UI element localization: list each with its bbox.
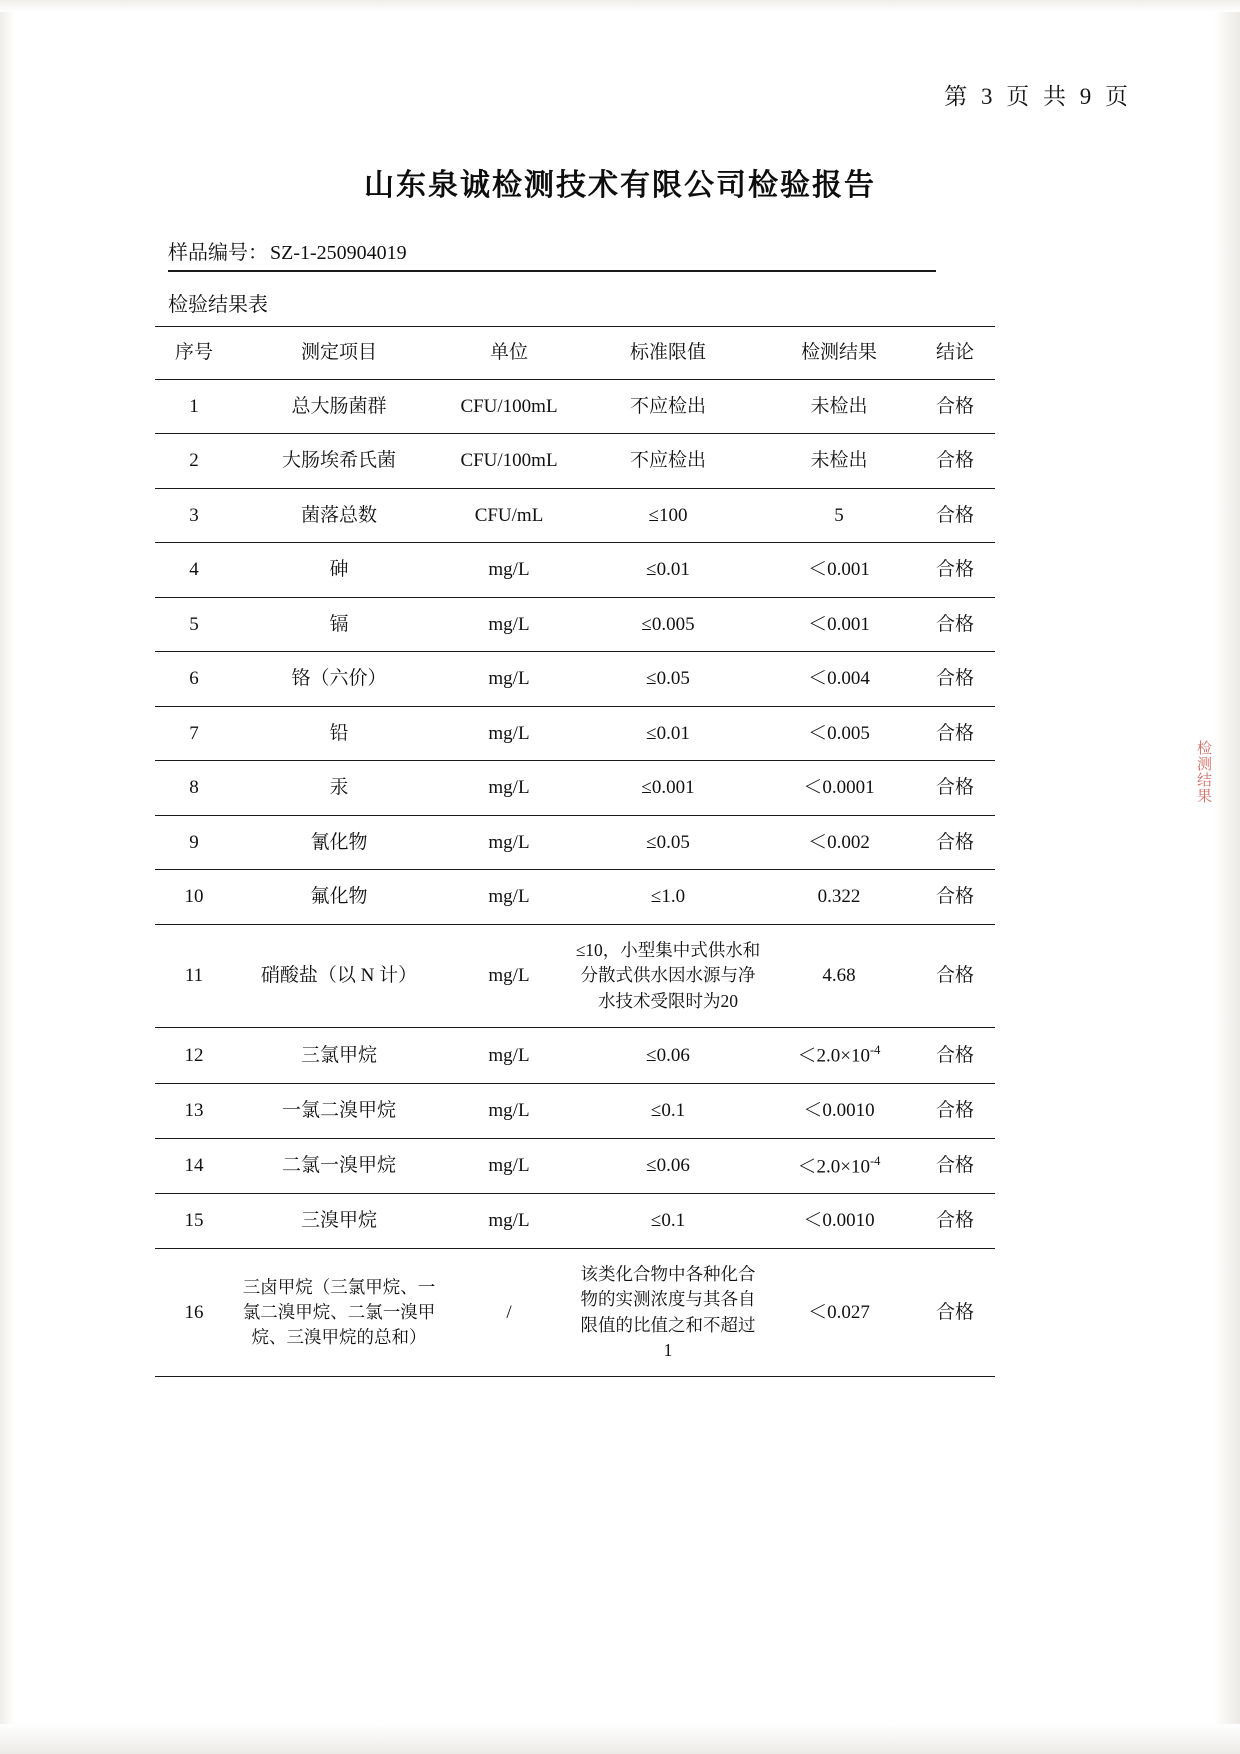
cell-unit: CFU/100mL xyxy=(445,379,573,434)
column-header-conclusion: 结论 xyxy=(915,327,995,380)
cell-limit: ≤0.01 xyxy=(573,543,763,598)
paper-edge-top xyxy=(0,0,1240,12)
cell-limit: ≤0.06 xyxy=(573,1028,763,1084)
cell-conclusion: 合格 xyxy=(915,815,995,870)
cell-result: 4.68 xyxy=(763,925,915,1028)
cell-no: 4 xyxy=(155,543,233,598)
cell-item: 三氯甲烷 xyxy=(233,1028,445,1084)
table-row xyxy=(155,761,995,816)
cell-unit: mg/L xyxy=(445,815,573,870)
cell-no: 9 xyxy=(155,815,233,870)
cell-item: 硝酸盐（以 N 计） xyxy=(233,925,445,1028)
cell-no: 12 xyxy=(155,1028,233,1084)
cell-result: 未检出 xyxy=(763,379,915,434)
cell-unit: mg/L xyxy=(445,1028,573,1084)
paper-edge-right xyxy=(1214,0,1240,1754)
cell-result: ＜0.004 xyxy=(763,652,915,707)
cell-item: 铅 xyxy=(233,706,445,761)
cell-no: 11 xyxy=(155,925,233,1028)
cell-item: 二氯一溴甲烷 xyxy=(233,1138,445,1194)
cell-no: 15 xyxy=(155,1194,233,1249)
table-row xyxy=(155,1084,995,1139)
cell-result: ＜0.0010 xyxy=(763,1084,915,1139)
cell-unit: mg/L xyxy=(445,1194,573,1249)
paper-edge-left xyxy=(0,0,14,1754)
cell-result: 5 xyxy=(763,488,915,543)
cell-item: 氟化物 xyxy=(233,870,445,925)
cell-limit: ≤10，小型集中式供水和分散式供水因水源与净水技术受限时为20 xyxy=(573,925,763,1028)
cell-limit: 不应检出 xyxy=(573,434,763,489)
cell-unit: mg/L xyxy=(445,925,573,1028)
cell-unit: mg/L xyxy=(445,870,573,925)
cell-unit: mg/L xyxy=(445,597,573,652)
cell-result: ＜0.027 xyxy=(763,1248,915,1377)
paper-edge-bottom xyxy=(0,1724,1240,1754)
column-header-result: 检测结果 xyxy=(763,327,915,380)
table-row xyxy=(155,652,995,707)
cell-no: 16 xyxy=(155,1248,233,1377)
cell-item: 氰化物 xyxy=(233,815,445,870)
cell-item: 镉 xyxy=(233,597,445,652)
cell-no: 5 xyxy=(155,597,233,652)
table-row xyxy=(155,379,995,434)
cell-item: 汞 xyxy=(233,761,445,816)
cell-limit: ≤0.05 xyxy=(573,815,763,870)
cell-limit: ≤0.1 xyxy=(573,1084,763,1139)
cell-unit: mg/L xyxy=(445,761,573,816)
cell-result: ＜0.001 xyxy=(763,543,915,598)
cell-item: 大肠埃希氏菌 xyxy=(233,434,445,489)
table-row xyxy=(155,1248,995,1377)
cell-no: 13 xyxy=(155,1084,233,1139)
sample-number-label: 样品编号： xyxy=(168,242,268,264)
cell-conclusion: 合格 xyxy=(915,543,995,598)
cell-result: ＜0.002 xyxy=(763,815,915,870)
cell-limit: ≤0.005 xyxy=(573,597,763,652)
cell-item: 总大肠菌群 xyxy=(233,379,445,434)
section-title: 检验结果表 xyxy=(168,294,268,316)
cell-item: 菌落总数 xyxy=(233,488,445,543)
cell-conclusion: 合格 xyxy=(915,379,995,434)
page-indicator: 第 3 页 共 9 页 xyxy=(944,84,1132,109)
cell-unit: mg/L xyxy=(445,543,573,598)
cell-limit: ≤0.01 xyxy=(573,706,763,761)
table-row xyxy=(155,543,995,598)
results-table xyxy=(155,326,995,1377)
cell-conclusion: 合格 xyxy=(915,1248,995,1377)
cell-conclusion: 合格 xyxy=(915,761,995,816)
cell-conclusion: 合格 xyxy=(915,1138,995,1194)
cell-limit: ≤0.06 xyxy=(573,1138,763,1194)
cell-unit: mg/L xyxy=(445,1084,573,1139)
cell-unit: mg/L xyxy=(445,706,573,761)
cell-conclusion: 合格 xyxy=(915,870,995,925)
cell-limit: ≤1.0 xyxy=(573,870,763,925)
cell-no: 10 xyxy=(155,870,233,925)
cell-item: 砷 xyxy=(233,543,445,598)
cell-unit: CFU/mL xyxy=(445,488,573,543)
cell-unit: / xyxy=(445,1248,573,1377)
column-header-item: 测定项目 xyxy=(233,327,445,380)
cell-result: 0.322 xyxy=(763,870,915,925)
cell-no: 14 xyxy=(155,1138,233,1194)
cell-item: 一氯二溴甲烷 xyxy=(233,1084,445,1139)
cell-unit: mg/L xyxy=(445,652,573,707)
cell-conclusion: 合格 xyxy=(915,1194,995,1249)
cell-no: 3 xyxy=(155,488,233,543)
page-title: 山东泉诚检测技术有限公司检验报告 xyxy=(364,169,876,202)
cell-item: 三卤甲烷（三氯甲烷、一氯二溴甲烷、二氯一溴甲烷、三溴甲烷的总和） xyxy=(233,1248,445,1377)
table-row xyxy=(155,597,995,652)
table-row xyxy=(155,488,995,543)
table-row xyxy=(155,815,995,870)
cell-limit: 该类化合物中各种化合物的实测浓度与其各自限值的比值之和不超过 1 xyxy=(573,1248,763,1377)
cell-conclusion: 合格 xyxy=(915,925,995,1028)
cell-conclusion: 合格 xyxy=(915,706,995,761)
cell-limit: ≤100 xyxy=(573,488,763,543)
cell-result: ＜0.0010 xyxy=(763,1194,915,1249)
cell-no: 2 xyxy=(155,434,233,489)
cell-no: 1 xyxy=(155,379,233,434)
cell-result: $<2.0\times 10^{-4}$ xyxy=(763,1138,915,1194)
cell-no: 8 xyxy=(155,761,233,816)
table-row xyxy=(155,434,995,489)
cell-conclusion: 合格 xyxy=(915,488,995,543)
cell-result: 未检出 xyxy=(763,434,915,489)
cell-unit: CFU/100mL xyxy=(445,434,573,489)
cell-conclusion: 合格 xyxy=(915,434,995,489)
sample-number-line xyxy=(168,236,936,272)
sample-number-value: SZ-1-250904019 xyxy=(270,242,407,264)
cell-limit: 不应检出 xyxy=(573,379,763,434)
cell-limit: ≤0.1 xyxy=(573,1194,763,1249)
cell-result: ＜0.005 xyxy=(763,706,915,761)
cell-limit: ≤0.001 xyxy=(573,761,763,816)
cell-conclusion: 合格 xyxy=(915,597,995,652)
cell-conclusion: 合格 xyxy=(915,1084,995,1139)
column-header-no: 序号 xyxy=(155,327,233,380)
table-row xyxy=(155,925,995,1028)
cell-no: 7 xyxy=(155,706,233,761)
cell-conclusion: 合格 xyxy=(915,1028,995,1084)
table-row xyxy=(155,1028,995,1084)
margin-handwriting-note: 检测结果 xyxy=(1195,740,1211,804)
table-header-row xyxy=(155,327,995,380)
cell-result: ＜0.001 xyxy=(763,597,915,652)
table-row xyxy=(155,1194,995,1249)
table-row xyxy=(155,870,995,925)
column-header-limit: 标准限值 xyxy=(573,327,763,380)
cell-unit: mg/L xyxy=(445,1138,573,1194)
cell-conclusion: 合格 xyxy=(915,652,995,707)
cell-result: $<2.0\times 10^{-4}$ xyxy=(763,1028,915,1084)
table-row xyxy=(155,706,995,761)
cell-item: 铬（六价） xyxy=(233,652,445,707)
cell-no: 6 xyxy=(155,652,233,707)
cell-limit: ≤0.05 xyxy=(573,652,763,707)
table-row xyxy=(155,1138,995,1194)
column-header-unit: 单位 xyxy=(445,327,573,380)
cell-item: 三溴甲烷 xyxy=(233,1194,445,1249)
cell-result: ＜0.0001 xyxy=(763,761,915,816)
